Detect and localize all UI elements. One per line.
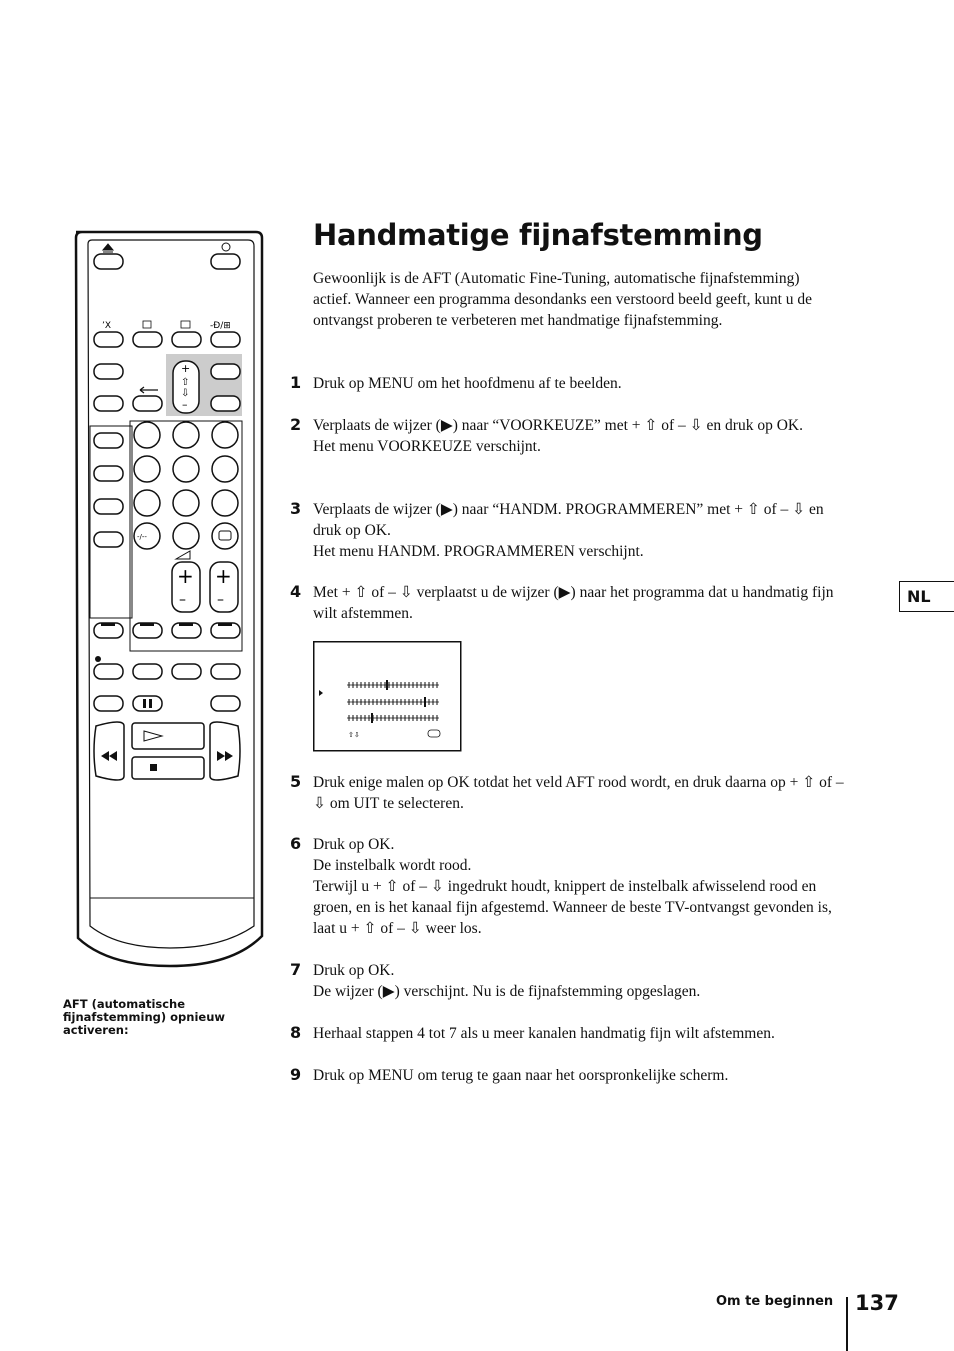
input-icon: -Ð/⊞ bbox=[210, 321, 231, 331]
step-number: 6 bbox=[290, 834, 302, 853]
step-5 bbox=[290, 772, 850, 814]
step-7 bbox=[290, 960, 850, 1002]
language-tab: NL bbox=[899, 581, 954, 612]
step-number: 7 bbox=[290, 960, 302, 979]
step-3 bbox=[290, 499, 850, 562]
svg-text:⇧: ⇧ bbox=[181, 377, 190, 388]
info-icon bbox=[212, 523, 238, 549]
mute-icon: ʼX bbox=[102, 321, 112, 331]
step-number: 5 bbox=[290, 772, 302, 791]
svg-text:+: + bbox=[181, 362, 191, 375]
step-text: Verplaats de wijzer (▶) naar “HANDM. PROGRAMMEREN” met + ⇧ of – ⇩ en druk op OK. Het menu HANDM. PROGRAMMEREN verschijnt. bbox=[313, 501, 824, 560]
page-number: 137 bbox=[855, 1291, 899, 1315]
page-title: Handmatige fijnafstemming bbox=[313, 218, 763, 252]
svg-text:–: – bbox=[182, 398, 188, 411]
step-text: Verplaats de wijzer (▶) naar “VOORKEUZE” met + ⇧ of – ⇩ en druk op OK. Het menu VOORKEUZE verschijnt. bbox=[313, 417, 803, 455]
step-2 bbox=[290, 415, 850, 457]
footer-section: Om te beginnen bbox=[716, 1294, 834, 1309]
remote-control-illustration bbox=[72, 226, 268, 971]
svg-text:+: + bbox=[177, 564, 194, 588]
svg-text:⇩: ⇩ bbox=[181, 388, 190, 399]
step-text: Met + ⇧ of – ⇩ verplaatst u de wijzer (▶) naar het programma dat u handmatig fijn wilt afstemmen. bbox=[313, 584, 834, 622]
intro-text: Gewoonlijk is de AFT (Automatic Fine-Tuning, automatische fijnafstemming) actief. Wanneer een programma desondanks een verstoord beeld geeft, kunt u de ontvangst proberen te verbeteren met handmatige fijnafstemming. bbox=[313, 270, 813, 329]
svg-text:–: – bbox=[217, 592, 224, 608]
svg-text:-/--: -/-- bbox=[137, 533, 147, 541]
remote-caption: AFT (automatische fijnafstemming) opnieuw activeren: bbox=[63, 997, 226, 1037]
up-down-icon: ⇧⇩ bbox=[348, 731, 360, 739]
step-text: Druk enige malen op OK totdat het veld AFT rood wordt, en druk daarna op + ⇧ of – ⇩ om UIT te selecteren. bbox=[313, 774, 844, 812]
step-text: Druk op MENU om terug te gaan naar het oorspronkelijke scherm. bbox=[313, 1067, 729, 1084]
footer-divider bbox=[846, 1297, 848, 1351]
step-text: Herhaal stappen 4 tot 7 als u meer kanalen handmatig fijn wilt afstemmen. bbox=[313, 1025, 775, 1042]
step-6 bbox=[290, 834, 850, 939]
step-number: 8 bbox=[290, 1023, 302, 1042]
step-9 bbox=[290, 1065, 850, 1086]
svg-text:+: + bbox=[215, 564, 232, 588]
step-8 bbox=[290, 1023, 850, 1044]
step-1 bbox=[290, 373, 850, 394]
pause-icon bbox=[143, 699, 146, 708]
step-text: Druk op OK. De wijzer (▶) verschijnt. Nu is de fijnafstemming opgeslagen. bbox=[313, 962, 701, 1000]
stop-icon bbox=[150, 764, 157, 771]
step-number: 4 bbox=[290, 582, 302, 601]
step-text: Druk op OK. De instelbalk wordt rood. Terwijl u + ⇧ of – ⇩ ingedrukt houdt, knippert de instelbalk afwisselend rood en groen, en is het kanaal fijn afgestemd. Wanneer de beste TV-ontvangst gevonden is, laat u + ⇧ of – ⇩ weer los. bbox=[313, 836, 832, 937]
step-number: 2 bbox=[290, 415, 302, 434]
step-text: Druk op MENU om het hoofdmenu af te beelden. bbox=[313, 375, 622, 392]
step-number: 9 bbox=[290, 1065, 302, 1084]
step-number: 1 bbox=[290, 373, 302, 392]
svg-text:–: – bbox=[179, 592, 186, 608]
step-4 bbox=[290, 582, 850, 624]
tv-screen-illustration bbox=[313, 641, 462, 752]
step-number: 3 bbox=[290, 499, 302, 518]
